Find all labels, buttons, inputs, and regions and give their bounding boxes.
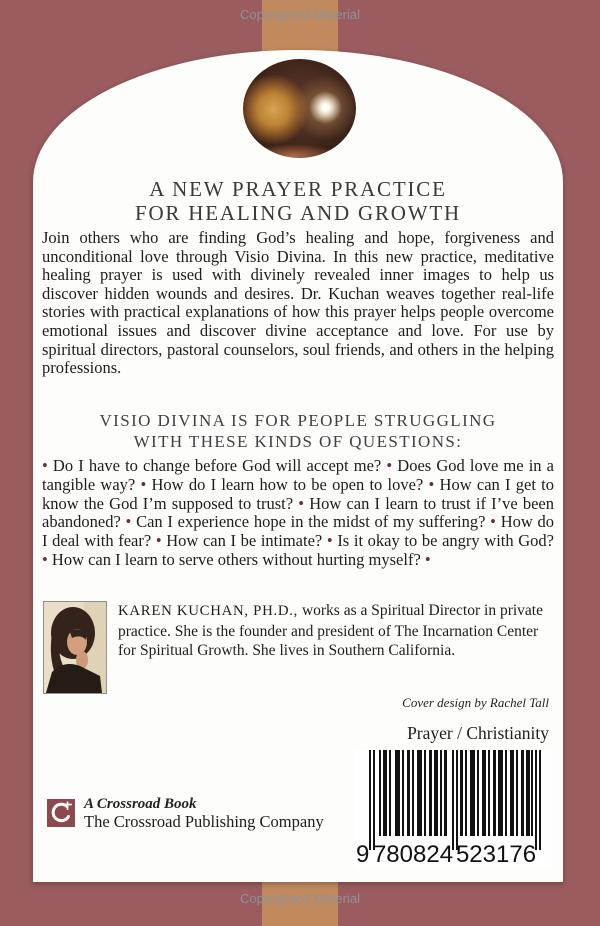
publisher-name: The Crossroad Publishing Company: [84, 812, 324, 831]
cover-heading-line1: A NEW PRAYER PRACTICE: [149, 177, 447, 201]
copyright-notice-bottom: Copyrighted Material: [240, 891, 360, 906]
author-bio-body: works as a Spiritual Director in private practice. She is the founder and president of The Incarnation Center for Spiritual Growth. She lives in Southern California.: [118, 602, 543, 659]
category-label: Prayer / Christianity: [407, 723, 549, 743]
author-photo: [43, 601, 107, 694]
barcode-graphic: [355, 750, 551, 868]
author-bio: [118, 601, 550, 661]
crossroad-logo-graphic: [47, 799, 75, 827]
questions-subheading: [33, 410, 563, 452]
questions-text: • Do I have to change before God will accept me? • Does God love me in a tangible way? • How do I learn how to be open to love? • How can I get to know the God I’m supposed to trust? • How can I learn to trust if I’ve been abandoned? • Can I experience hope in the midst of my suffering? • How do I deal with fear? • How can I be intimate? • Is it okay to be angry with God? • How can I learn to serve others without hurting myself? •: [42, 456, 555, 569]
cover-panel: [33, 50, 563, 882]
publisher-text: [84, 796, 324, 831]
author-name: KAREN KUCHAN, PH.D.,: [118, 603, 299, 619]
cover-heading: [33, 177, 563, 225]
cover-heading-line2: FOR HEALING AND GROWTH: [134, 201, 461, 225]
crossroad-logo-icon: [47, 799, 75, 827]
isbn-barcode: [355, 750, 551, 868]
copyright-notice-top: Copyrighted Material: [240, 7, 360, 22]
cover-design-credit: Cover design by Rachel Tall: [402, 695, 549, 710]
barcode-digits-group2: 523176: [455, 841, 537, 868]
author-photo-graphic: [44, 602, 106, 693]
publisher-block: [47, 796, 324, 831]
publisher-imprint: A Crossroad Book: [84, 796, 197, 812]
questions-subheading-line2: WITH THESE KINDS OF QUESTIONS:: [133, 432, 463, 451]
questions-subheading-line1: VISIO DIVINA IS FOR PEOPLE STRUGGLING: [99, 411, 497, 430]
barcode-digit-lead: 9: [356, 841, 370, 868]
intro-paragraph: Join others who are finding God’s healing and hope, forgiveness and unconditional love through Visio Divina. In this new practice, meditative healing prayer is used with divinely revealed inner images to help us discover hidden wounds and desires. Dr. Kuchan weaves together real-life stories with practical explanations of how this prayer helps people overcome emotional issues and discover divine acceptance and love. For use by spiritual directors, pastoral counselors, soul friends, and others in the helping professions.: [42, 228, 554, 378]
barcode-digits-group1: 780824: [372, 841, 454, 868]
eclipse-sphere-image: [243, 59, 356, 158]
